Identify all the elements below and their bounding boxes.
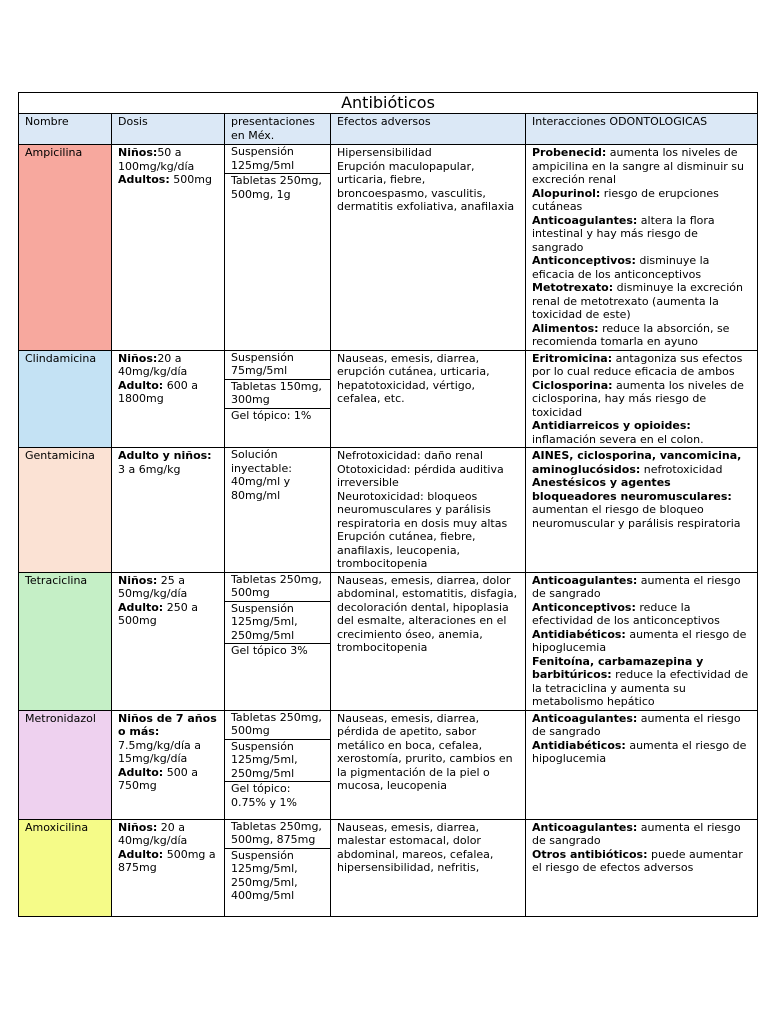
effects-line: Nauseas, emesis, diarrea, erupción cutánea, urticaria, hepatotoxicidad, vértigo, cefalea, etc. — [337, 351, 490, 405]
interaction-item-text: antagoniza sus efectos por lo cual reduce eficacia de ambos — [532, 351, 743, 378]
presentations-cell — [225, 819, 331, 916]
interaction-item — [532, 476, 751, 530]
dose-line — [118, 712, 218, 766]
presentation-item: Gel tópico: 1% — [231, 408, 312, 422]
drug-row — [19, 145, 758, 351]
interaction-item — [532, 146, 751, 187]
presentation-item: Tabletas 250mg, 500mg, 1g — [231, 174, 322, 201]
interaction-item — [532, 574, 751, 601]
antibiotics-table — [18, 92, 758, 917]
drug-name: Metronidazol — [19, 710, 112, 819]
interaction-item — [532, 739, 751, 766]
interaction-item-label: Otros antibióticos: — [532, 847, 648, 861]
interaction-item — [532, 655, 751, 709]
interactions-cell — [526, 572, 758, 710]
interaction-item-text: aumenta el riesgo de sangrado — [532, 573, 741, 600]
dose-line-text: 7.5mg/kg/día a 15mg/kg/día — [118, 738, 201, 765]
interaction-item-text: reduce la efectividad de los anticonceptivos — [532, 600, 720, 627]
effects-line: Erupción cutánea, fiebre, anafilaxis, leucopenia, trombocitopenia — [337, 530, 476, 570]
drug-row — [19, 572, 758, 710]
dose-line-text: 3 a 6mg/kg — [118, 462, 181, 476]
interaction-item — [532, 187, 751, 214]
header-presentations: presentaciones en Méx. — [225, 114, 331, 145]
dose-line — [118, 574, 218, 601]
effects-cell — [331, 572, 526, 710]
dose-line-text: 20 a 40mg/kg/día — [118, 351, 188, 378]
dose-line — [118, 821, 218, 848]
drug-row — [19, 710, 758, 819]
header-dose: Dosis — [112, 114, 225, 145]
drug-name: Ampicilina — [19, 145, 112, 351]
interaction-item-text: inflamación severa en el colon. — [532, 432, 704, 446]
effects-line: Nauseas, emesis, diarrea, pérdida de apetito, sabor metálico en boca, cefalea, xerostomía, prurito, cambios en la pigmentación de la piel o mucosa, leucopenia — [337, 711, 513, 792]
presentations-cell — [225, 448, 331, 573]
interaction-item-label: Anticonceptivos: — [532, 254, 636, 267]
interaction-item-label: Anticonceptivos: — [532, 600, 636, 614]
interaction-item-label: Anticoagulantes: — [532, 820, 638, 834]
interaction-item — [532, 628, 751, 655]
interaction-item-text: disminuye la excreción renal de metotrexato (aumenta la toxicidad de este) — [532, 281, 743, 321]
interaction-item-text: altera la flora intestinal y hay más riesgo de sangrado — [532, 213, 715, 254]
interaction-item — [532, 379, 751, 420]
interaction-item — [532, 821, 751, 848]
dose-line — [118, 766, 218, 793]
interaction-item-label: AINES, ciclosporina, vancomicina, aminoglucósidos: — [532, 449, 742, 476]
interaction-item-label: Anticoagulantes: — [532, 711, 638, 725]
interaction-item — [532, 601, 751, 628]
presentation-item: Solución inyectable: 40mg/ml y 80mg/ml — [231, 448, 292, 502]
interaction-item-text: disminuye la eficacia de los anticonceptivos — [532, 254, 710, 281]
effects-cell — [331, 710, 526, 819]
interaction-item-text: aumenta el riesgo de sangrado — [532, 820, 741, 847]
interaction-item — [532, 322, 751, 349]
presentation-item: Suspensión 125mg/5ml, 250mg/5ml — [225, 602, 330, 645]
dose-line-text: 250 a 500mg — [118, 600, 198, 627]
presentations-cell — [225, 145, 331, 351]
dose-line — [118, 379, 218, 406]
dose-line-label: Niños de 7 años o más: — [118, 711, 217, 738]
effects-line: Ototoxicidad: pérdida auditiva irreversible — [337, 462, 504, 489]
interaction-item-label: Alopurinol: — [532, 186, 601, 200]
interaction-item-text: aumenta el riesgo de sangrado — [532, 711, 741, 738]
interaction-item-label: Eritromicina: — [532, 351, 613, 365]
effects-cell — [331, 819, 526, 916]
dose-line-label: Adulto y niños: — [118, 449, 212, 462]
dose-line-label: Adulto: — [118, 765, 164, 779]
dose-line — [118, 173, 218, 187]
presentation-item: Suspensión 125mg/5ml, 250mg/5ml, 400mg/5ml — [231, 848, 298, 902]
dose-cell — [112, 819, 225, 916]
interaction-item-label: Probenecid: — [532, 146, 607, 159]
presentation-item: Tabletas 250mg, 500mg — [225, 711, 330, 740]
interaction-item-text: aumenta el riesgo de hipoglucemia — [532, 738, 747, 765]
effects-cell — [331, 448, 526, 573]
dose-line-text: 25 a 50mg/kg/día — [118, 573, 188, 600]
effects-line: Hipersensibilidad — [337, 146, 432, 159]
interaction-item-label: Antidiarreicos y opioides: — [532, 419, 691, 432]
presentation-item: Tabletas 250mg, 500mg — [225, 573, 330, 602]
interaction-item-label: Alimentos: — [532, 321, 599, 335]
drug-name: Gentamicina — [19, 448, 112, 573]
dose-cell — [112, 710, 225, 819]
dose-cell — [112, 145, 225, 351]
dose-cell — [112, 572, 225, 710]
interaction-item — [532, 848, 751, 875]
header-interactions: Interacciones ODONTOLOGICAS — [526, 114, 758, 145]
effects-cell — [331, 145, 526, 351]
effects-cell — [331, 350, 526, 448]
effects-line: Erupción maculopapular, urticaria, fiebre, broncoespasmo, vasculitis, dermatitis exfoliativa, anafilaxia — [337, 159, 515, 213]
interaction-item-label: Ciclosporina: — [532, 378, 613, 392]
dose-line — [118, 352, 218, 379]
interaction-item-text: reduce la efectividad de la tetraciclina y aumenta su metabolismo hepático — [532, 668, 749, 708]
dose-line-label: Adulto: — [118, 847, 164, 861]
interaction-item-text: nefrotoxicidad — [640, 462, 723, 476]
dose-cell — [112, 350, 225, 448]
header-effects: Efectos adversos — [331, 114, 526, 145]
interaction-item-text: aumentan el riesgo de bloqueo neuromuscular y parálisis respiratoria — [532, 503, 741, 530]
interaction-item — [532, 214, 751, 255]
interaction-item-label: Anestésicos y agentes bloqueadores neuromusculares: — [532, 476, 732, 503]
effects-line: Nauseas, emesis, diarrea, dolor abdominal, estomatitis, disfagia, decoloración dental, hipoplasia del esmalte, alteraciones en el crecimiento óseo, anemia, trombocitopenia — [337, 573, 518, 654]
drug-row — [19, 819, 758, 916]
dose-line-label: Niños: — [118, 146, 158, 159]
effects-line: Nefrotoxicidad: daño renal — [337, 449, 483, 462]
presentation-item: Gel tópico 3% — [231, 644, 308, 657]
presentations-cell — [225, 572, 331, 710]
interactions-cell — [526, 350, 758, 448]
drug-row — [19, 448, 758, 573]
interactions-cell — [526, 710, 758, 819]
dose-line-label: Adulto: — [118, 378, 164, 392]
dose-line — [118, 848, 218, 875]
presentation-item: Suspensión 125mg/5ml, 250mg/5ml — [225, 740, 330, 783]
interaction-item-text: reduce la absorción, se recomienda tomarla en ayuno — [532, 321, 730, 348]
header-row — [19, 114, 758, 145]
interactions-cell — [526, 448, 758, 573]
interaction-item-text: aumenta los niveles de ciclosporina, hay más riesgo de toxicidad — [532, 378, 744, 419]
dose-line-text: 500mg — [169, 173, 212, 186]
dose-line-label: Adultos: — [118, 173, 170, 186]
drug-name: Clindamicina — [19, 350, 112, 448]
dose-line — [118, 146, 218, 173]
title-row — [19, 93, 758, 114]
interactions-cell — [526, 145, 758, 351]
interaction-item-text: puede aumentar el riesgo de efectos adversos — [532, 847, 743, 874]
interaction-item-text: riesgo de erupciones cutáneas — [532, 186, 719, 213]
dose-line-label: Niños: — [118, 573, 158, 587]
dose-line-label: Niños: — [118, 820, 158, 834]
presentation-item: Suspensión 75mg/5ml — [225, 351, 330, 380]
interactions-cell — [526, 819, 758, 916]
presentation-item: Suspensión 125mg/5ml — [225, 145, 330, 174]
effects-line: Nauseas, emesis, diarrea, malestar estomacal, dolor abdominal, mareos, cefalea, hipersensibilidad, nefritis, — [337, 820, 494, 874]
dose-line-label: Niños: — [118, 351, 158, 365]
drug-name: Tetraciclina — [19, 572, 112, 710]
interaction-item-label: Anticoagulantes: — [532, 213, 638, 227]
presentation-item: Tabletas 250mg, 500mg, 875mg — [225, 820, 330, 849]
interaction-item-label: Fenitoína, carbamazepina y barbitúricos: — [532, 654, 704, 681]
interaction-item-label: Antidiabéticos: — [532, 627, 626, 641]
table-title: Antibióticos — [19, 93, 758, 114]
dose-line-text: 600 a 1800mg — [118, 378, 198, 405]
interaction-item — [532, 419, 751, 446]
dose-line-text: 500mg a 875mg — [118, 847, 216, 874]
dose-line-text: 20 a 40mg/kg/día — [118, 820, 188, 847]
presentations-cell — [225, 350, 331, 448]
effects-line: Neurotoxicidad: bloqueos neuromusculares y parálisis respiratoria en dosis muy altas — [337, 489, 508, 530]
dose-line-text: 500 a 750mg — [118, 765, 198, 792]
dose-line-text: 50 a 100mg/kg/día — [118, 146, 195, 173]
interaction-item — [532, 352, 751, 379]
dose-cell — [112, 448, 225, 573]
presentation-item: Gel tópico: 0.75% y 1% — [231, 782, 297, 809]
dose-line — [118, 601, 218, 628]
interaction-item — [532, 712, 751, 739]
header-name: Nombre — [19, 114, 112, 145]
interaction-item-label: Metotrexato: — [532, 281, 614, 294]
interaction-item — [532, 254, 751, 281]
presentation-item: Tabletas 150mg, 300mg — [225, 380, 330, 409]
dose-line — [118, 449, 218, 476]
interaction-item-text: aumenta los niveles de ampicilina en la sangre al disminuir su excreción renal — [532, 146, 744, 186]
dose-line-label: Adulto: — [118, 600, 164, 614]
drug-row — [19, 350, 758, 448]
interaction-item-label: Antidiabéticos: — [532, 738, 626, 752]
interaction-item-label: Anticoagulantes: — [532, 573, 638, 587]
interaction-item-text: aumenta el riesgo de hipoglucemia — [532, 627, 747, 654]
presentations-cell — [225, 710, 331, 819]
interaction-item — [532, 281, 751, 322]
interaction-item — [532, 449, 751, 476]
drug-name: Amoxicilina — [19, 819, 112, 916]
